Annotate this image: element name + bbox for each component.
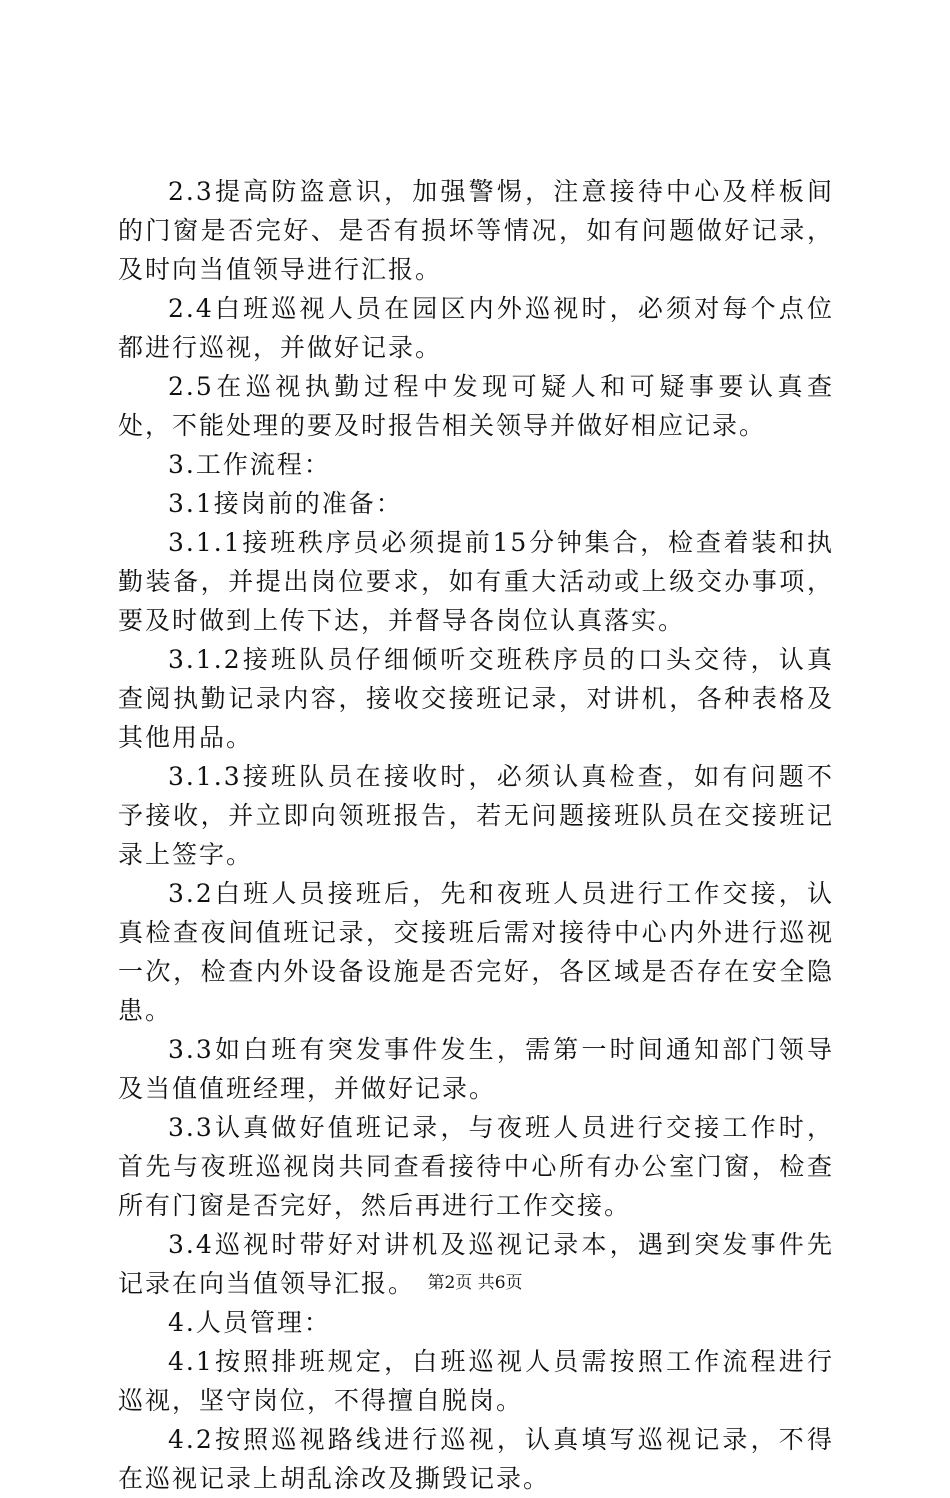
paragraph-4-2: 4.2按照巡视路线进行巡视，认真填写巡视记录，不得在巡视记录上胡乱涂改及撕毁记录。 [118,1425,834,1493]
paragraph-3-1-3: 3.1.3接班队员在接收时，必须认真检查，如有问题不予接收，并立即向领班报告，若无问题接班队员在交接班记录上签字。 [118,762,834,869]
paragraph-3-1-2: 3.1.2接班队员仔细倾听交班秩序员的口头交待，认真查阅执勤记录内容，接收交接班记录，对讲机，各种表格及其他用品。 [118,645,834,752]
paragraph-3-3-a: 3.3如白班有突发事件发生，需第一时间通知部门领导及当值值班经理，并做好记录。 [118,1035,834,1103]
page-footer [0,1272,950,1294]
paragraph-3-2: 3.2白班人员接班后，先和夜班人员进行工作交接，认真检查夜间值班记录，交接班后需对接待中心内外进行巡视一次，检查内外设备设施是否完好，各区域是否存在安全隐患。 [118,879,834,1025]
paragraph-3-4: 3.4巡视时带好对讲机及巡视记录本，遇到突发事件先记录在向当值领导汇报。 [118,1230,834,1298]
heading-3-1: 3.1接岗前的准备： [168,489,403,518]
heading-3-workflow: 3.工作流程： [168,450,331,479]
paragraph-4-1: 4.1按照排班规定，白班巡视人员需按照工作流程进行巡视，坚守岗位，不得擅自脱岗。 [118,1347,834,1415]
document-body [118,172,834,1498]
paragraph-2-3: 2.3提高防盗意识，加强警惕，注意接待中心及样板间的门窗是否完好、是否有损坏等情况，如有问题做好记录，及时向当值领导进行汇报。 [118,177,834,284]
paragraph-2-5: 2.5在巡视执勤过程中发现可疑人和可疑事要认真查处，不能处理的要及时报告相关领导并做好相应记录。 [118,372,834,440]
paragraph-3-3-b: 3.3认真做好值班记录，与夜班人员进行交接工作时，首先与夜班巡视岗共同查看接待中心所有办公室门窗，检查所有门窗是否完好，然后再进行工作交接。 [118,1113,834,1220]
heading-4-personnel: 4.人员管理： [168,1308,331,1337]
paragraph-2-4: 2.4白班巡视人员在园区内外巡视时，必须对每个点位都进行巡视，并做好记录。 [118,294,834,362]
paragraph-3-1-1: 3.1.1接班秩序员必须提前15分钟集合，检查着装和执勤装备，并提出岗位要求，如有重大活动或上级交办事项，要及时做到上传下达，并督导各岗位认真落实。 [118,528,834,635]
page-number: 第2页 共6页 [427,1273,523,1293]
